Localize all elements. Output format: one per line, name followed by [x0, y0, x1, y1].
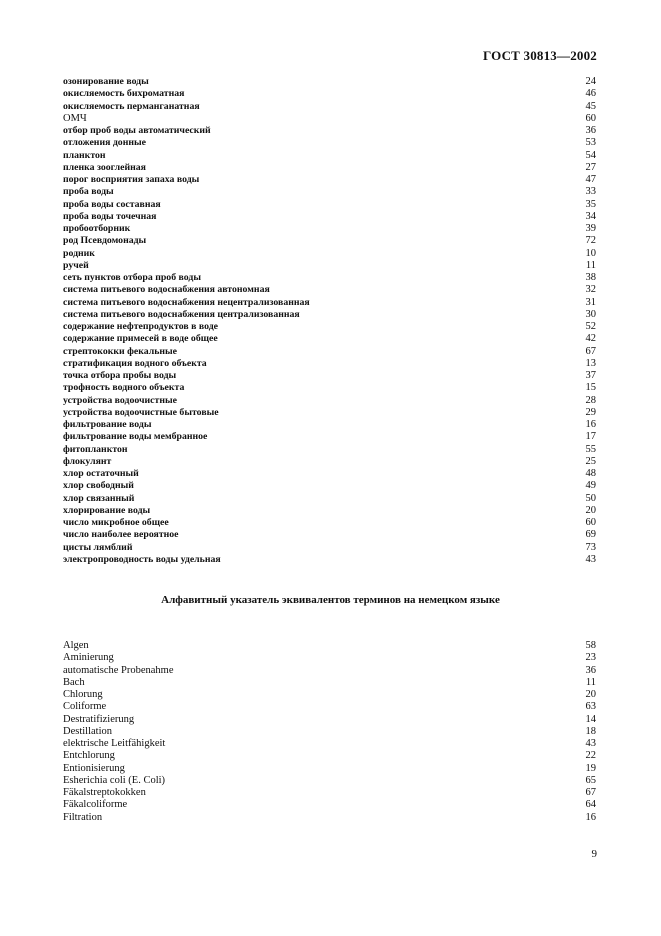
index-entry	[63, 284, 596, 296]
index-page-ref: 23	[585, 652, 596, 664]
index-page-ref: 49	[585, 480, 596, 492]
index-term: озонирование воды	[63, 76, 149, 87]
index-term: фильтрование воды	[63, 419, 152, 430]
index-entry	[63, 480, 596, 492]
index-entry	[63, 113, 596, 125]
index-term: стрептококки фекальные	[63, 345, 178, 357]
index-term: планктон	[63, 149, 106, 161]
index-entry	[63, 76, 596, 88]
index-entry	[63, 186, 596, 198]
index-term: Esherichia coli (E. Coli)	[63, 774, 166, 786]
index-term: отложения донные	[63, 137, 146, 149]
index-page-ref: 53	[585, 137, 596, 149]
index-term: система питьевого водоснабжения автономная	[63, 284, 270, 296]
index-entry	[63, 260, 596, 272]
index-page-ref: 72	[585, 235, 596, 247]
index-term: Aminierung	[63, 652, 114, 664]
index-term: Bach	[63, 676, 85, 688]
index-page-ref: 47	[585, 174, 596, 185]
index-entry	[63, 395, 596, 407]
index-entry	[63, 775, 596, 787]
index-page-ref: 60	[585, 517, 596, 528]
index-page-ref: 18	[585, 725, 596, 737]
index-term: хлор остаточный	[63, 468, 139, 479]
index-page-ref: 30	[585, 308, 596, 320]
index-term: проба воды составная	[63, 198, 161, 210]
index-term: трофность водного объекта	[63, 382, 185, 394]
index-page-ref: 43	[585, 553, 596, 565]
index-entry	[63, 382, 596, 394]
index-entry	[63, 199, 596, 211]
index-page-ref: 31	[585, 296, 596, 308]
index-page-ref: 36	[585, 664, 596, 676]
index-page-ref: 35	[585, 198, 596, 210]
index-term: Algen	[63, 640, 89, 651]
index-term: электропроводность воды удельная	[63, 553, 221, 565]
index-entry	[63, 333, 596, 345]
index-entry	[63, 444, 596, 456]
index-term: Fäkalstreptokokken	[63, 787, 146, 798]
index-term: флокулянт	[63, 455, 112, 467]
index-term: проба воды точечная	[63, 210, 157, 222]
index-term: порог восприятия запаха воды	[63, 174, 200, 185]
index-page-ref: 69	[585, 529, 596, 541]
index-entry	[63, 309, 596, 321]
index-page-ref: 11	[585, 676, 596, 688]
index-page-ref: 73	[585, 541, 596, 553]
index-page-ref: 33	[585, 186, 596, 198]
index-page-ref: 50	[585, 492, 596, 504]
index-page-ref: 43	[585, 738, 596, 749]
index-term: отбор проб воды автоматический	[63, 125, 211, 136]
index-term: фитопланктон	[63, 443, 128, 455]
index-page-ref: 17	[585, 431, 596, 443]
index-term: elektrische Leitfähigkeit	[63, 738, 166, 749]
german-term-index	[63, 640, 596, 824]
index-page-ref: 11	[585, 259, 596, 271]
index-term: хлор свободный	[63, 480, 134, 492]
index-term: окисляемость бихроматная	[63, 88, 185, 100]
index-entry	[63, 714, 596, 726]
index-term: Chlorung	[63, 689, 103, 700]
index-entry	[63, 689, 596, 701]
index-term: содержание нефтепродуктов в воде	[63, 321, 219, 332]
index-page-ref: 10	[585, 247, 596, 259]
index-entry	[63, 235, 596, 247]
index-term: хлор связанный	[63, 492, 135, 504]
index-page-ref: 19	[585, 762, 596, 774]
index-term: ручей	[63, 259, 89, 271]
index-entry	[63, 701, 596, 713]
index-entry	[63, 517, 596, 529]
index-page-ref: 39	[585, 223, 596, 234]
index-page-ref: 28	[585, 394, 596, 406]
index-page-ref: 48	[585, 468, 596, 479]
index-term: устройства водоочистные бытовые	[63, 406, 219, 418]
index-term: число микробное общее	[63, 517, 169, 528]
index-term: система питьевого водоснабжения централизованная	[63, 308, 300, 320]
index-term: устройства водоочистные	[63, 394, 177, 406]
index-entry	[63, 812, 596, 824]
index-page-ref: 22	[585, 750, 596, 762]
standard-header: ГОСТ 30813—2002	[482, 48, 597, 63]
index-term: Entchlorung	[63, 750, 115, 762]
index-entry	[63, 468, 596, 480]
index-entry	[63, 358, 596, 370]
index-entry	[63, 640, 596, 652]
index-entry	[63, 346, 596, 358]
index-page-ref: 42	[585, 333, 596, 345]
index-term: точка отбора пробы воды	[63, 370, 177, 381]
russian-term-index	[63, 76, 596, 566]
index-term: содержание примесей в воде общее	[63, 333, 218, 345]
index-term: род Псевдомонады	[63, 235, 147, 247]
index-page-ref: 15	[585, 382, 596, 394]
index-entry	[63, 162, 596, 174]
index-entry	[63, 738, 596, 750]
index-term: Filtration	[63, 811, 103, 823]
index-page-ref: 52	[585, 321, 596, 332]
index-page-ref: 37	[585, 370, 596, 381]
index-page-ref: 63	[585, 701, 596, 713]
index-entry	[63, 652, 596, 664]
index-page-ref: 54	[585, 149, 596, 161]
page-number: 9	[591, 848, 597, 860]
index-page-ref: 13	[585, 357, 596, 369]
index-entry	[63, 493, 596, 505]
index-entry	[63, 125, 596, 137]
index-page-ref: 60	[585, 112, 596, 124]
index-entry	[63, 505, 596, 517]
index-term: цисты лямблий	[63, 541, 133, 553]
index-page-ref: 29	[585, 406, 596, 418]
index-page-ref: 14	[585, 713, 596, 725]
index-entry	[63, 248, 596, 260]
index-entry	[63, 137, 596, 149]
index-term: Entionisierung	[63, 762, 125, 774]
index-term: окисляемость перманганатная	[63, 100, 200, 112]
index-term: стратификация водного объекта	[63, 357, 207, 369]
index-entry	[63, 101, 596, 113]
german-index-title: Алфавитный указатель эквивалентов терминов на немецком языке	[161, 594, 500, 606]
index-entry	[63, 272, 596, 284]
index-page-ref: 34	[585, 210, 596, 222]
index-page-ref: 32	[585, 284, 596, 296]
index-entry	[63, 763, 596, 775]
index-term: проба воды	[63, 186, 114, 198]
index-term: пленка зооглейная	[63, 161, 146, 173]
index-entry	[63, 419, 596, 431]
index-term: родник	[63, 247, 95, 259]
index-term: система питьевого водоснабжения нецентрализованная	[63, 296, 310, 308]
index-term: Fäkalcoliforme	[63, 799, 128, 811]
index-page-ref: 67	[585, 787, 596, 798]
index-entry	[63, 370, 596, 382]
index-term: хлорирование воды	[63, 504, 151, 516]
index-entry	[63, 297, 596, 309]
index-entry	[63, 321, 596, 333]
index-page-ref: 58	[585, 640, 596, 651]
index-page-ref: 55	[585, 443, 596, 455]
index-page-ref: 45	[585, 100, 596, 112]
index-entry	[63, 750, 596, 762]
index-entry	[63, 799, 596, 811]
index-page-ref: 67	[585, 345, 596, 357]
index-page-ref: 64	[585, 799, 596, 811]
index-term: пробоотборник	[63, 223, 131, 234]
index-page-ref: 65	[585, 774, 596, 786]
index-term: число наиболее вероятное	[63, 529, 179, 541]
index-term: Coliforme	[63, 701, 107, 713]
index-page-ref: 16	[585, 811, 596, 823]
index-entry	[63, 88, 596, 100]
index-term: ОМЧ	[63, 112, 87, 124]
index-entry	[63, 787, 596, 799]
index-page-ref: 25	[585, 455, 596, 467]
index-page-ref: 24	[585, 76, 596, 87]
index-entry	[63, 431, 596, 443]
index-entry	[63, 150, 596, 162]
index-page-ref: 20	[585, 689, 596, 700]
index-page-ref: 20	[585, 504, 596, 516]
index-entry	[63, 223, 596, 235]
index-entry	[63, 542, 596, 554]
index-term: сеть пунктов отбора проб воды	[63, 272, 201, 283]
index-entry	[63, 211, 596, 223]
index-entry	[63, 174, 596, 186]
index-term: automatische Probenahme	[63, 664, 174, 676]
index-page-ref: 38	[585, 272, 596, 283]
index-entry	[63, 407, 596, 419]
index-entry	[63, 677, 596, 689]
index-entry	[63, 554, 596, 566]
index-term: фильтрование воды мембранное	[63, 431, 208, 443]
index-page-ref: 36	[585, 125, 596, 136]
index-entry	[63, 665, 596, 677]
index-term: Destillation	[63, 725, 112, 737]
index-term: Destratifizierung	[63, 713, 135, 725]
index-page-ref: 46	[585, 88, 596, 100]
index-entry	[63, 456, 596, 468]
index-entry	[63, 726, 596, 738]
index-entry	[63, 529, 596, 541]
index-page-ref: 16	[585, 419, 596, 430]
index-page-ref: 27	[585, 161, 596, 173]
